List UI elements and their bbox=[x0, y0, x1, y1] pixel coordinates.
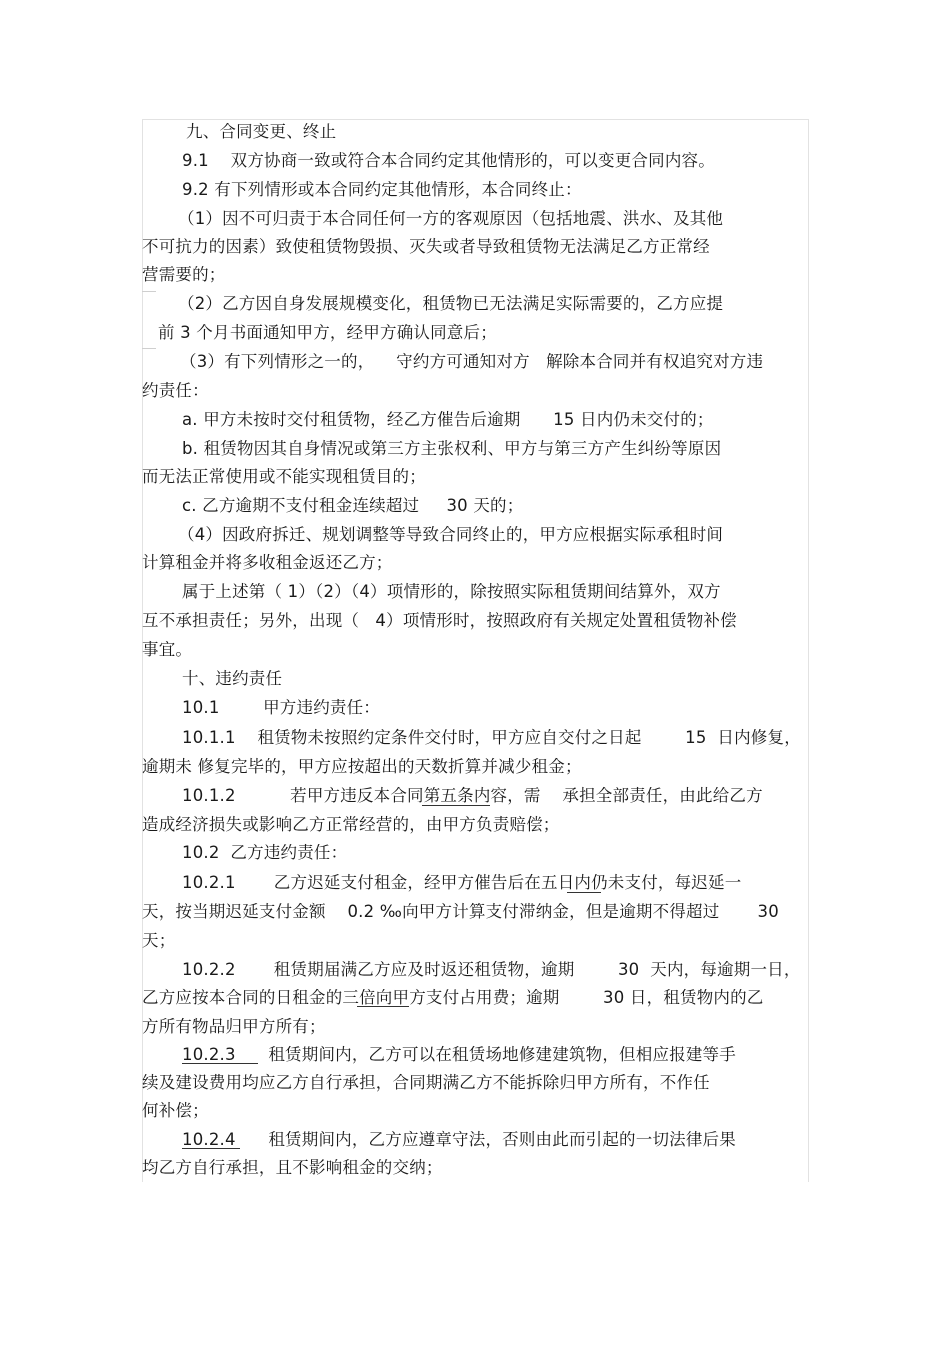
paragraph-line: 方所有物品归甲方所有； bbox=[142, 1017, 326, 1036]
underline-mark bbox=[422, 805, 490, 806]
clause-9-1: 9.1 双方协商一致或符合本合同约定其他情形的，可以变更合同内容。 bbox=[182, 151, 715, 170]
frame-tick-mark bbox=[142, 348, 156, 349]
clause-9-2: 9.2 有下列情形或本合同约定其他情形，本合同终止： bbox=[182, 180, 582, 199]
section-heading-10: 十、违约责任 bbox=[182, 669, 283, 688]
paragraph-line: 互不承担责任；另外，出现（ 4）项情形时，按照政府有关规定处置租赁物补偿 bbox=[142, 611, 737, 630]
paragraph-line: 逾期未 修复完毕的，甲方应按超出的天数折算并减少租金； bbox=[142, 757, 582, 776]
paragraph-line: 计算租金并将多收租金返还乙方； bbox=[142, 553, 393, 572]
paragraph-line: 乙方应按本合同的日租金的三倍向甲方支付占用费；逾期 30 日，租赁物内的乙 bbox=[142, 988, 764, 1007]
paragraph-line: 均乙方自行承担，且不影响租金的交纳； bbox=[142, 1158, 443, 1177]
paragraph-settlement: 属于上述第（ 1）（2）（4）项情形的，除按照实际租赁期间结算外，双方 bbox=[182, 582, 721, 601]
underline-mark bbox=[567, 892, 601, 893]
paragraph-line: 续及建设费用均应乙方自行承担，合同期满乙方不能拆除归甲方所有，不作任 bbox=[142, 1073, 710, 1092]
clause-9-2-item-1: （1）因不可归责于本合同任何一方的客观原因（包括地震、洪水、及其他 bbox=[178, 209, 724, 228]
sub-item-b: b. 租赁物因其自身情况或第三方主张权利、甲方与第三方产生纠纷等原因 bbox=[182, 439, 722, 458]
clause-9-2-item-4: （4）因政府拆迁、规划调整等导致合同终止的，甲方应根据实际承租时间 bbox=[178, 525, 724, 544]
section-heading-9: 九、合同变更、终止 bbox=[186, 122, 337, 141]
paragraph-line: 约责任： bbox=[142, 381, 209, 400]
clause-10-2-3: 10.2.3 租赁期间内，乙方可以在租赁场地修建建筑物，但相应报建等手 bbox=[182, 1045, 736, 1064]
clause-10-2: 10.2 乙方违约责任： bbox=[182, 843, 348, 862]
paragraph-line: 营需要的； bbox=[142, 265, 226, 284]
frame-tick-mark bbox=[142, 291, 156, 292]
sub-item-a: a. 甲方未按时交付租赁物，经乙方催告后逾期 15 日内仍未交付的； bbox=[182, 410, 714, 429]
paragraph-line: 事宜。 bbox=[142, 640, 193, 659]
paragraph-line: 不可抗力的因素）致使租赁物毁损、灭失或者导致租赁物无法满足乙方正常经 bbox=[142, 237, 710, 256]
underline-mark bbox=[182, 1063, 258, 1064]
underline-mark bbox=[182, 1148, 240, 1149]
paragraph-line: 天； bbox=[142, 931, 176, 950]
clause-10-1: 10.1 甲方违约责任： bbox=[182, 698, 380, 717]
paragraph-line: 前 3 个月书面通知甲方，经甲方确认同意后； bbox=[158, 323, 497, 342]
clause-10-2-2: 10.2.2 租赁期届满乙方应及时返还租赁物，逾期 30 天内，每逾期一日， bbox=[182, 960, 801, 979]
underline-mark bbox=[357, 1006, 409, 1007]
paragraph-line: 天，按当期迟延支付金额 0.2 ‰向甲方计算支付滞纳金，但是逾期不得超过 30 bbox=[142, 902, 779, 921]
paragraph-line: 而无法正常使用或不能实现租赁目的； bbox=[142, 467, 426, 486]
clause-10-2-1: 10.2.1 乙方迟延支付租金，经甲方催告后在五日内仍未支付，每迟延一 bbox=[182, 873, 742, 892]
sub-item-c: c. 乙方逾期不支付租金连续超过 30 天的； bbox=[182, 496, 524, 515]
paragraph-line: 何补偿； bbox=[142, 1101, 209, 1120]
clause-10-1-1: 10.1.1 租赁物未按照约定条件交付时，甲方应自交付之日起 15 日内修复， bbox=[182, 728, 801, 747]
clause-10-2-4: 10.2.4 租赁期间内，乙方应遵章守法，否则由此而引起的一切法律后果 bbox=[182, 1130, 736, 1149]
paragraph-line: 造成经济损失或影响乙方正常经营的，由甲方负责赔偿； bbox=[142, 815, 560, 834]
clause-10-1-2: 10.1.2 若甲方违反本合同第五条内容，需 承担全部责任，由此给乙方 bbox=[182, 786, 763, 805]
clause-9-2-item-3: （3）有下列情形之一的， 守约方可通知对方 解除本合同并有权追究对方违 bbox=[180, 352, 764, 371]
clause-9-2-item-2: （2）乙方因自身发展规模变化，租赁物已无法满足实际需要的，乙方应提 bbox=[178, 294, 724, 313]
